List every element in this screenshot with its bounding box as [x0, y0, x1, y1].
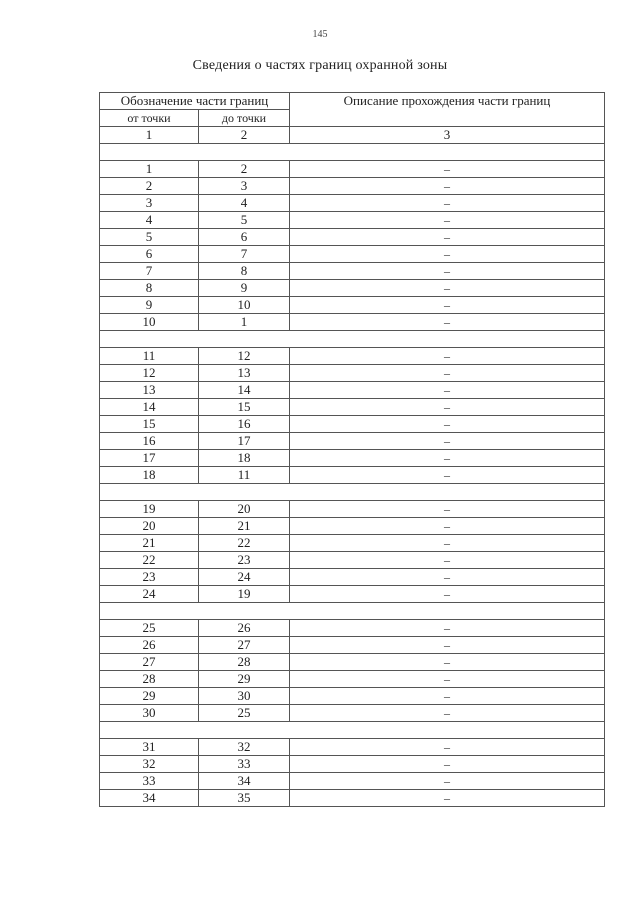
from-point-cell: 23 — [100, 569, 199, 586]
description-cell: – — [290, 671, 605, 688]
from-point-cell: 14 — [100, 399, 199, 416]
to-point-cell: 17 — [199, 433, 290, 450]
table-row — [100, 229, 605, 246]
column-number-row — [100, 127, 605, 144]
column-number: 1 — [100, 127, 199, 144]
table-row — [100, 620, 605, 637]
from-point-cell: 26 — [100, 637, 199, 654]
to-point-cell: 2 — [199, 161, 290, 178]
group-separator-row — [100, 331, 605, 348]
table-row — [100, 297, 605, 314]
from-point-cell: 32 — [100, 756, 199, 773]
table-row — [100, 450, 605, 467]
from-point-cell: 28 — [100, 671, 199, 688]
table-row — [100, 399, 605, 416]
to-point-cell: 12 — [199, 348, 290, 365]
column-number: 3 — [290, 127, 605, 144]
to-point-cell: 10 — [199, 297, 290, 314]
to-point-cell: 33 — [199, 756, 290, 773]
from-point-cell: 33 — [100, 773, 199, 790]
description-cell: – — [290, 416, 605, 433]
from-point-cell: 1 — [100, 161, 199, 178]
group-separator-row — [100, 144, 605, 161]
to-point-cell: 34 — [199, 773, 290, 790]
description-cell: – — [290, 756, 605, 773]
to-point-cell: 15 — [199, 399, 290, 416]
to-point-cell: 3 — [199, 178, 290, 195]
description-cell: – — [290, 433, 605, 450]
to-point-cell: 18 — [199, 450, 290, 467]
group-separator-row — [100, 722, 605, 739]
table-row — [100, 348, 605, 365]
description-cell: – — [290, 586, 605, 603]
from-point-cell: 21 — [100, 535, 199, 552]
from-point-cell: 27 — [100, 654, 199, 671]
table-row — [100, 246, 605, 263]
table-row — [100, 705, 605, 722]
to-point-cell: 7 — [199, 246, 290, 263]
table-row — [100, 382, 605, 399]
from-point-header: от точки — [100, 110, 199, 127]
description-cell: – — [290, 178, 605, 195]
description-cell: – — [290, 365, 605, 382]
to-point-cell: 19 — [199, 586, 290, 603]
description-cell: – — [290, 620, 605, 637]
description-cell: – — [290, 263, 605, 280]
from-point-cell: 4 — [100, 212, 199, 229]
from-point-cell: 17 — [100, 450, 199, 467]
description-cell: – — [290, 569, 605, 586]
table-row — [100, 416, 605, 433]
from-point-cell: 11 — [100, 348, 199, 365]
description-cell: – — [290, 229, 605, 246]
description-cell: – — [290, 773, 605, 790]
description-cell: – — [290, 739, 605, 756]
table-row — [100, 518, 605, 535]
table-header — [100, 93, 605, 144]
table-row — [100, 212, 605, 229]
from-point-cell: 8 — [100, 280, 199, 297]
table-row — [100, 739, 605, 756]
table-row — [100, 790, 605, 807]
to-point-cell: 9 — [199, 280, 290, 297]
to-point-cell: 11 — [199, 467, 290, 484]
to-point-cell: 8 — [199, 263, 290, 280]
description-cell: – — [290, 246, 605, 263]
group-separator-row — [100, 603, 605, 620]
from-point-cell: 6 — [100, 246, 199, 263]
table-row — [100, 365, 605, 382]
from-point-cell: 13 — [100, 382, 199, 399]
from-point-cell: 15 — [100, 416, 199, 433]
table-row — [100, 654, 605, 671]
description-cell: – — [290, 212, 605, 229]
to-point-cell: 1 — [199, 314, 290, 331]
table-row — [100, 467, 605, 484]
column-number: 2 — [199, 127, 290, 144]
table-row — [100, 195, 605, 212]
table-body — [100, 144, 605, 807]
to-point-cell: 23 — [199, 552, 290, 569]
from-point-cell: 10 — [100, 314, 199, 331]
from-point-cell: 22 — [100, 552, 199, 569]
from-point-cell: 24 — [100, 586, 199, 603]
description-cell: – — [290, 501, 605, 518]
to-point-cell: 25 — [199, 705, 290, 722]
to-point-cell: 16 — [199, 416, 290, 433]
document-title: Сведения о частях границ охранной зоны — [192, 58, 448, 73]
from-point-cell: 18 — [100, 467, 199, 484]
description-cell: – — [290, 637, 605, 654]
to-point-cell: 5 — [199, 212, 290, 229]
table-row — [100, 314, 605, 331]
table-row — [100, 280, 605, 297]
from-point-cell: 19 — [100, 501, 199, 518]
table-row — [100, 637, 605, 654]
description-cell: – — [290, 518, 605, 535]
table-row — [100, 535, 605, 552]
from-point-cell: 3 — [100, 195, 199, 212]
description-cell: – — [290, 654, 605, 671]
group-separator-row — [100, 484, 605, 501]
table-row — [100, 586, 605, 603]
table-row — [100, 501, 605, 518]
to-point-cell: 28 — [199, 654, 290, 671]
from-point-cell: 30 — [100, 705, 199, 722]
boundary-parts-table — [99, 92, 605, 807]
to-point-cell: 26 — [199, 620, 290, 637]
to-point-cell: 4 — [199, 195, 290, 212]
to-point-cell: 24 — [199, 569, 290, 586]
description-cell: – — [290, 688, 605, 705]
table-row — [100, 773, 605, 790]
table-row — [100, 688, 605, 705]
from-point-cell: 31 — [100, 739, 199, 756]
description-cell: – — [290, 161, 605, 178]
table-row — [100, 263, 605, 280]
description-cell: – — [290, 552, 605, 569]
from-point-cell: 5 — [100, 229, 199, 246]
description-cell: – — [290, 450, 605, 467]
from-point-cell: 2 — [100, 178, 199, 195]
group-separator-cell — [100, 722, 605, 739]
to-point-cell: 35 — [199, 790, 290, 807]
description-cell: – — [290, 195, 605, 212]
description-cell: – — [290, 790, 605, 807]
from-point-cell: 20 — [100, 518, 199, 535]
description-cell: – — [290, 314, 605, 331]
description-cell: – — [290, 467, 605, 484]
to-point-cell: 29 — [199, 671, 290, 688]
to-point-cell: 14 — [199, 382, 290, 399]
description-cell: – — [290, 348, 605, 365]
table-row — [100, 178, 605, 195]
description-cell: – — [290, 280, 605, 297]
from-point-cell: 16 — [100, 433, 199, 450]
to-point-cell: 30 — [199, 688, 290, 705]
group-separator-cell — [100, 144, 605, 161]
to-point-cell: 20 — [199, 501, 290, 518]
group-separator-cell — [100, 603, 605, 620]
table-row — [100, 161, 605, 178]
to-point-cell: 6 — [199, 229, 290, 246]
table-row — [100, 552, 605, 569]
from-point-cell: 7 — [100, 263, 199, 280]
to-point-cell: 27 — [199, 637, 290, 654]
designation-header: Обозначение части границ — [100, 93, 290, 110]
to-point-cell: 22 — [199, 535, 290, 552]
page-number: 145 — [312, 29, 328, 40]
table-row — [100, 433, 605, 450]
table-row — [100, 569, 605, 586]
to-point-header: до точки — [199, 110, 290, 127]
description-cell: – — [290, 705, 605, 722]
to-point-cell: 13 — [199, 365, 290, 382]
description-cell: – — [290, 535, 605, 552]
description-header: Описание прохождения части границ — [290, 93, 605, 127]
group-separator-cell — [100, 484, 605, 501]
table-row — [100, 756, 605, 773]
from-point-cell: 29 — [100, 688, 199, 705]
from-point-cell: 25 — [100, 620, 199, 637]
description-cell: – — [290, 399, 605, 416]
description-cell: – — [290, 382, 605, 399]
to-point-cell: 32 — [199, 739, 290, 756]
from-point-cell: 34 — [100, 790, 199, 807]
group-separator-cell — [100, 331, 605, 348]
from-point-cell: 9 — [100, 297, 199, 314]
from-point-cell: 12 — [100, 365, 199, 382]
table-row — [100, 671, 605, 688]
description-cell: – — [290, 297, 605, 314]
to-point-cell: 21 — [199, 518, 290, 535]
